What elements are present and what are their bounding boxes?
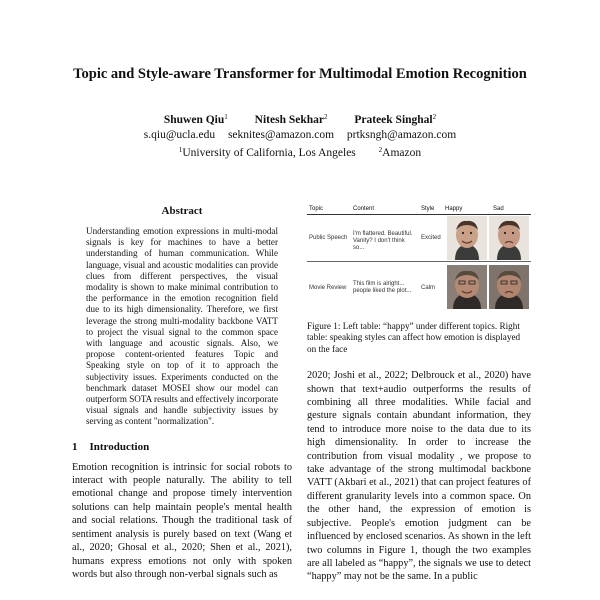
header-happy: Happy [445,206,463,212]
header-sad: Sad [493,206,504,212]
face-sad-1 [489,216,529,260]
affiliation-1: $^1$University of California, Los Angeles [178,146,356,159]
row2-content: This film is alright... people liked the plot... [353,281,412,294]
author-2: Nitesh Sekhar$^2$ [254,113,328,126]
row1-content: I'm flattered. Beautiful. Vanity? I don't think so... [353,231,413,251]
right-body-text: 2020; Joshi et al., 2022; Delbrouck et al., 2020) have shown that text+audio outperforms the results of combining all three modalities. While facial and gesture signals contain abundant information, they tend to introduce more noise to the data due to its high dimensionality. In order to increase the contribution from visual modality , we propose to take advantage of the strong multimodal backbone VATT (Akbari et al., 2021) that can project features of different granularity levels into a common space. On the other hand, the expression of emotion is subjective. People's emotion judgment can be influenced by enclosed scenarios. As shown in the left two columns in Figure 1, though the two examples are all labeled as “happy”, the signals we use to detect “happy” may not be the same. In a public [307,370,531,583]
author-emails [0,128,600,143]
figure-row-divider [307,261,531,262]
row1-topic: Public Speech [309,235,348,241]
author-1: Shuwen Qiu$^1$ [163,113,228,126]
section-number: 1 [72,440,78,453]
affiliation-2: $^2$Amazon [378,146,422,159]
email-3: prtksngh@amazon.com [346,129,457,141]
author-block [0,110,600,161]
abstract-heading: Abstract [161,205,203,217]
paper-title: Topic and Style-aware Transformer for Multimodal Emotion Recognition [73,66,527,82]
row2-topic: Movie Review [309,285,347,291]
figure-1 [307,205,531,313]
email-2: seknites@amazon.com [227,129,335,141]
author-names [0,110,600,128]
face-happy-1 [447,216,487,260]
section-title: Introduction [89,440,150,453]
header-topic: Topic [309,206,324,212]
row1-style: Excited [421,235,441,241]
abstract-text: Understanding emotion expressions in multi-modal signals is key for machines to have a better understanding of human communication. While language, visual and acoustic modalities can provide clues from different perspectives, the visual modality is shown to make minimal contribution to the performance in the emotion recognition field due to its high dimensionality. Therefore, we first leverage the strong multi-modality backbone VATT to project the visual signal to the common space with language and acoustic signals. Also, we propose content-oriented features Topic and Speaking style on top of it to approach the subjectivity issues. Experiments conducted on the benchmark dataset MOSEI show our model can outperform SOTA results and effectively incorporate visual signals and handle subjectivity issues by serving as content "normalization". [86,226,278,427]
left-column [72,205,292,581]
face-sad-2 [489,265,529,309]
face-happy-2 [447,265,487,309]
figure-caption: Figure 1: Left table: “happy” under different topics. Right table: speaking styles can affect how emotion is displayed on the face [307,321,521,354]
row2-style: Calm [421,285,436,291]
right-column [307,205,531,584]
header-style: Style [421,206,435,212]
author-3: Prateek Singhal$^2$ [354,113,437,126]
header-content: Content [353,206,375,212]
section-heading [72,441,292,453]
figure-table-header [307,205,531,215]
intro-text: Emotion recognition is intrinsic for social robots to interact with people naturally. The ability to tell emotional change and propose timely intervention solutions can help maintain people's mental health and social relations. Though the traditional task of sentiment analysis is purely based on text (Wang et al., 2020; Ghosal et al., 2020; Shen et al., 2021), humans express emotions not only with spoken words but also through non-verbal signals such as [72,461,292,580]
affiliations [0,143,600,161]
email-1: s.qiu@ucla.edu [143,129,216,141]
